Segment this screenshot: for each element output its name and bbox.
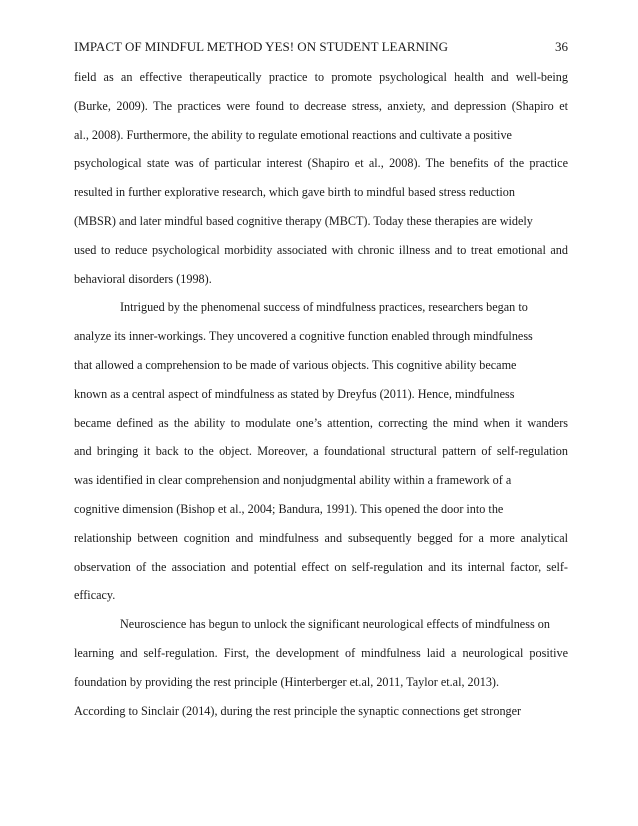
text-line: Neuroscience has begun to unlock the significant neurological effects of mindfulness on [120, 617, 550, 632]
text-line: cognitive dimension (Bishop et al., 2004; Bandura, 1991). This opened the door into the [74, 501, 504, 516]
text-line: became defined as the ability to modulate one’s attention, correcting the mind when it wanders [74, 415, 568, 430]
text-line: According to Sinclair (2014), during the rest principle the synaptic connections get stronger [74, 703, 522, 718]
text-line: was identified in clear comprehension and nonjudgmental ability within a framework of a [74, 473, 512, 488]
text-line: (MBSR) and later mindful based cognitive therapy (MBCT). Today these therapies are widely [74, 213, 533, 228]
text-line: efficacy. [74, 588, 116, 603]
text-line: psychological state was of particular interest (Shapiro et al., 2008). The benefits of the practice [74, 156, 568, 171]
text-line: behavioral disorders (1998). [74, 271, 212, 286]
text-line: field as an effective therapeutically practice to promote psychological health and well-being [74, 70, 568, 84]
text-line: resulted in further explorative research, which gave birth to mindful based stress reduction [74, 185, 515, 200]
text-line: analyze its inner-workings. They uncovered a cognitive function enabled through mindfulness [74, 329, 533, 344]
text-line: learning and self-regulation. First, the development of mindfulness laid a neurological positive [74, 645, 568, 660]
text-line: al., 2008). Furthermore, the ability to regulate emotional reactions and cultivate a positive [74, 127, 512, 142]
text-line: observation of the association and potential effect on self-regulation and its internal factor, self- [74, 559, 568, 574]
text-line: Intrigued by the phenomenal success of mindfulness practices, researchers began to [120, 300, 528, 315]
text-line: relationship between cognition and mindfulness and subsequently begged for a more analytical [74, 530, 568, 545]
text-line: and bringing it back to the object. Moreover, a foundational structural pattern of self-regulation [74, 444, 568, 459]
body-text [74, 69, 568, 731]
text-line: known as a central aspect of mindfulness as stated by Dreyfus (2011). Hence, mindfulness [74, 386, 515, 401]
text-line: that allowed a comprehension to be made of various objects. This cognitive ability became [74, 357, 517, 372]
text-line: (Burke, 2009). The practices were found to decrease stress, anxiety, and depression (Shapiro et [74, 98, 568, 113]
page-number: 36 [555, 39, 568, 54]
text-line: used to reduce psychological morbidity associated with chronic illness and to treat emotional and [74, 242, 568, 257]
text-line: foundation by providing the rest principle (Hinterberger et.al, 2011, Taylor et.al, 2013). [74, 674, 500, 689]
page-header [74, 38, 568, 56]
running-head: IMPACT OF MINDFUL METHOD YES! ON STUDENT LEARNING [74, 39, 449, 54]
